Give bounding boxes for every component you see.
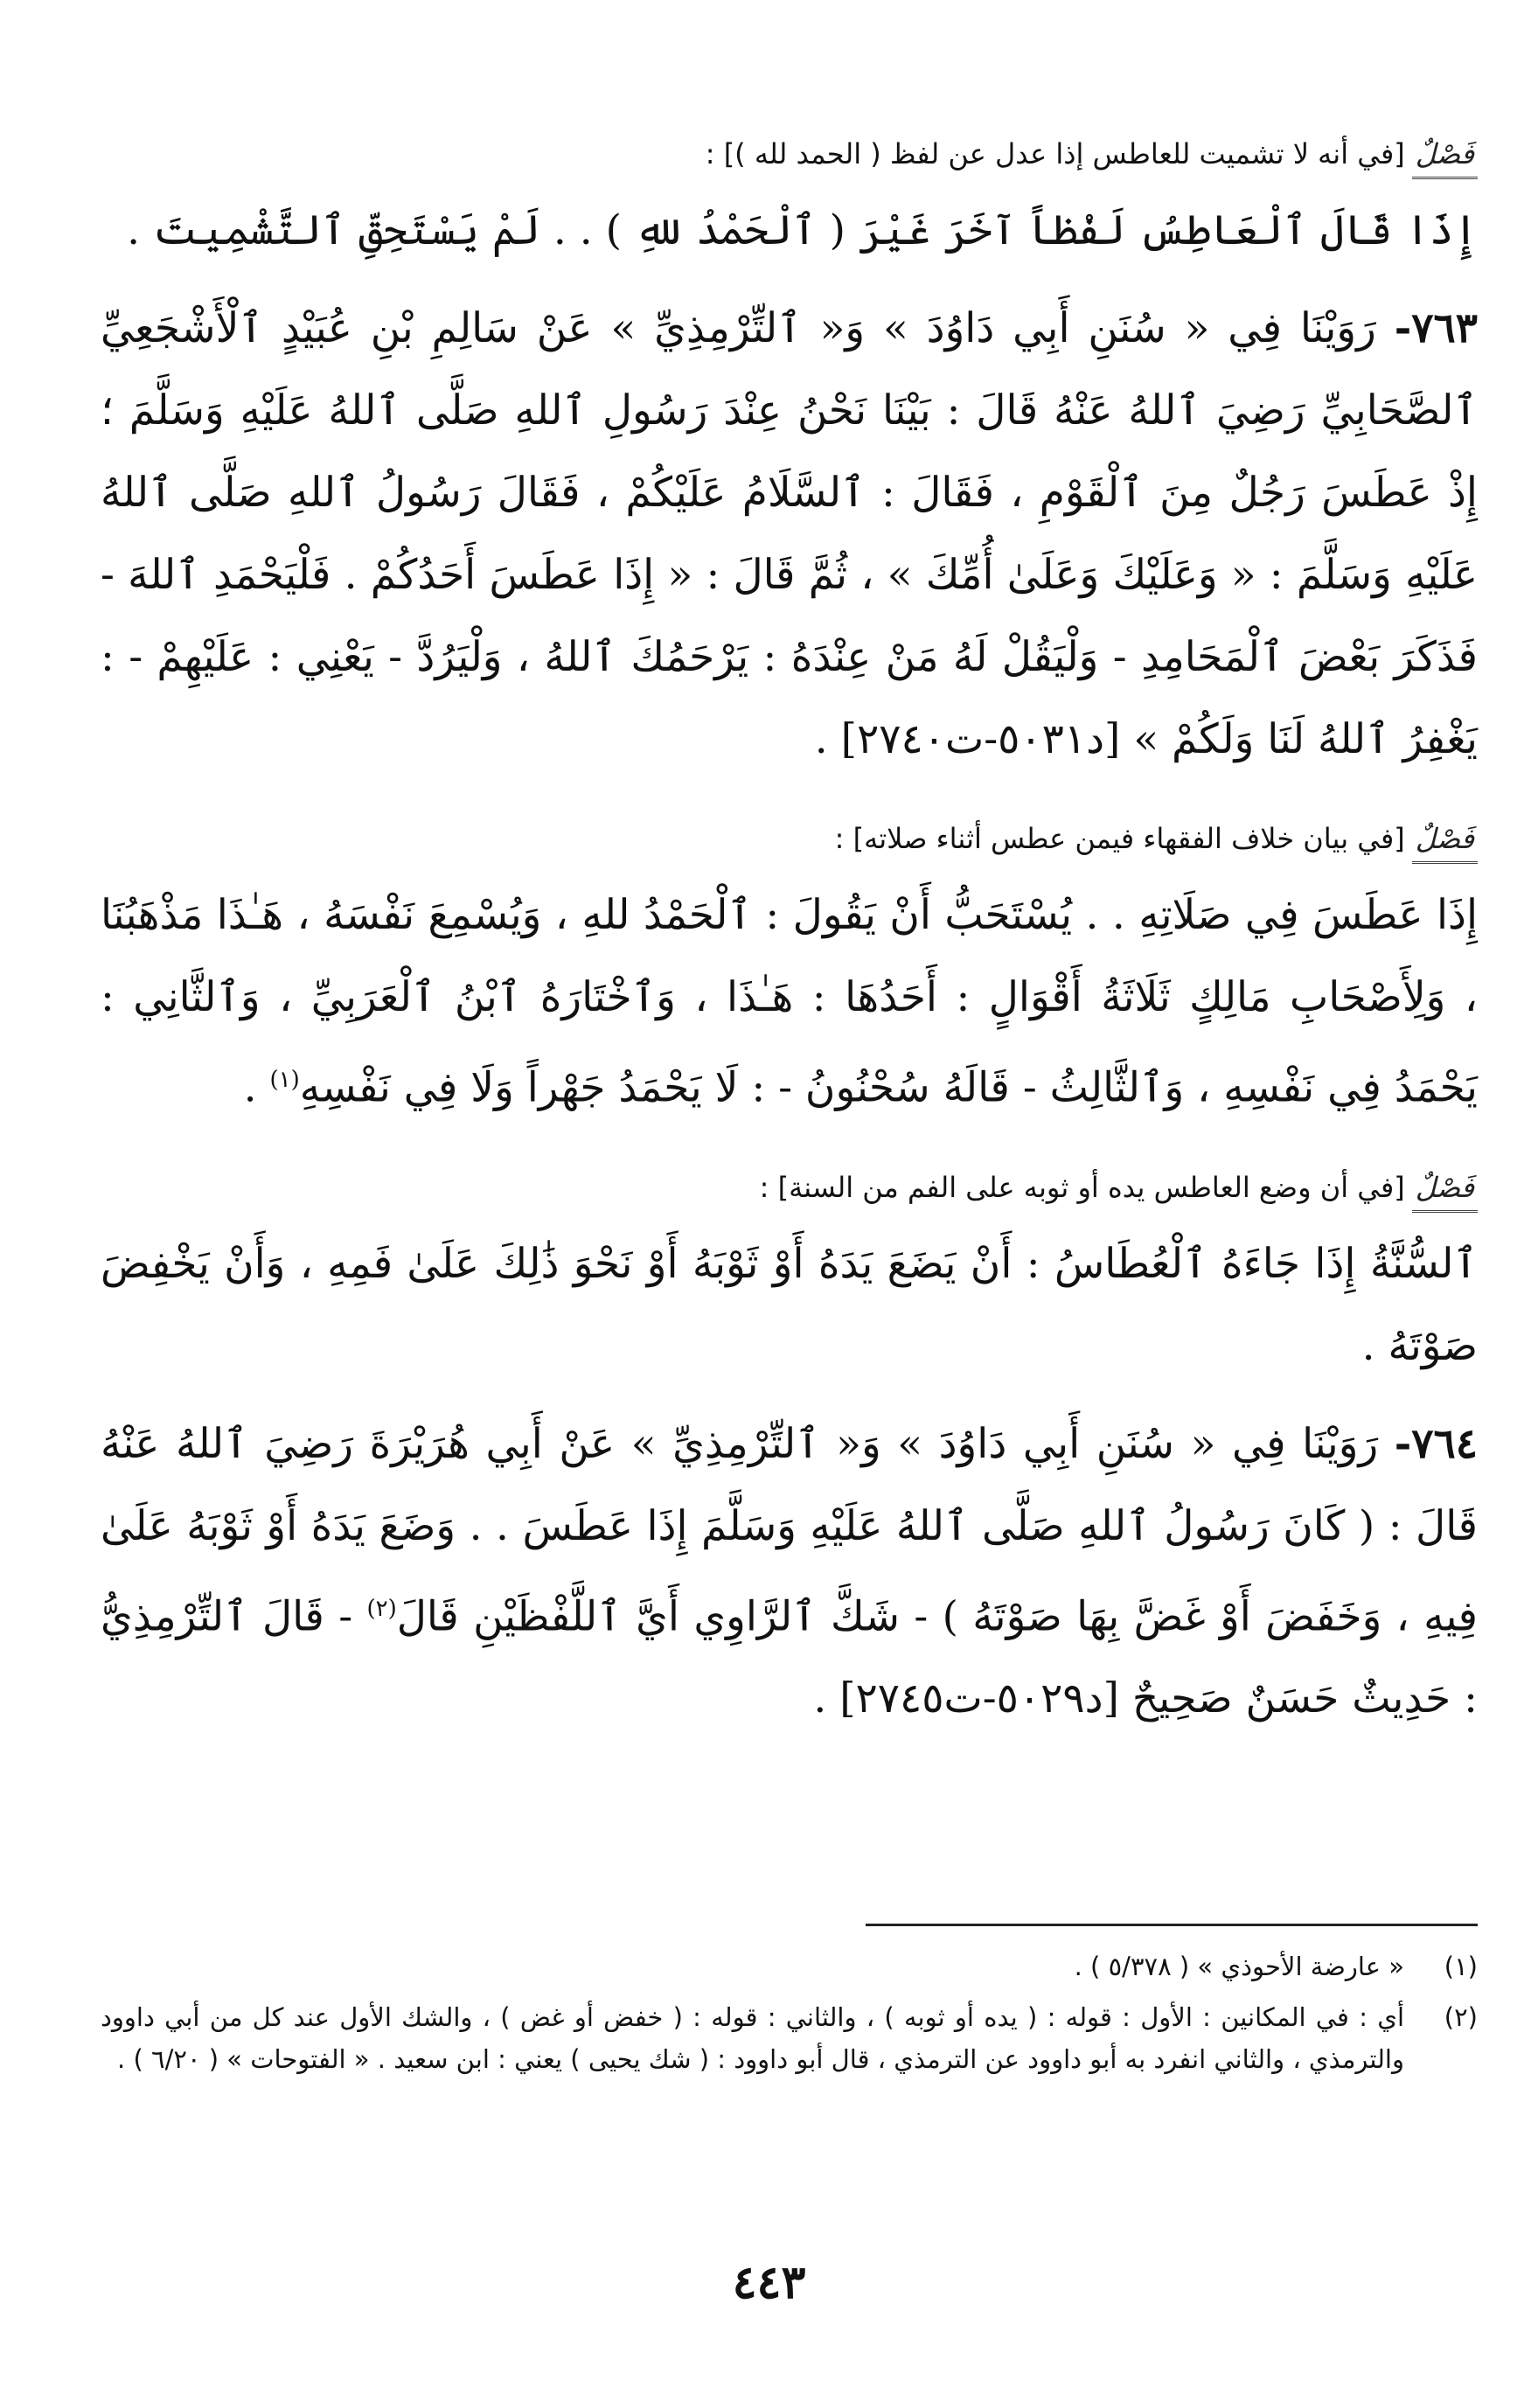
fasl-ornament: فَصْلٌ — [1412, 816, 1478, 864]
hadith-text-end: - قَالَ ٱلتِّرْمِذِيُّ : حَدِيثٌ حَسَنٌ صَحِيحٌ [د٥٠٢٩-ت٢٧٤٥] . — [101, 1592, 1478, 1723]
section-paragraph-1: إِذَا قَالَ ٱلْعَاطِسُ لَفْظاً آخَرَ غَيْرَ ( ٱلْحَمْدُ للهِ ) . . لَمْ يَسْتَحِقِّ ٱلتَّشْمِيتَ . — [127, 206, 1478, 254]
footnote-number: (٢) — [1444, 2002, 1478, 2032]
footnote-item — [101, 1945, 1478, 1987]
section-heading-text: [في أن وضع العاطس يده أو ثوبه على الفم من السنة] : — [759, 1170, 1405, 1204]
section-paragraph-3: ٱلسُّنَّةُ إِذَا جَاءَهُ ٱلْعُطَاسُ : أَنْ يَضَعَ يَدَهُ أَوْ ثَوْبَهُ أَوْ نَحْوَ ذَٰلِكَ عَلَىٰ فَمِهِ ، وَأَنْ يَخْفِضَ صَوْتَهُ . — [101, 1239, 1478, 1370]
paragraph-text: إِذَا عَطَسَ فِي صَلَاتِهِ . . يُسْتَحَبُّ أَنْ يَقُولَ : ٱلْحَمْدُ للهِ ، وَيُسْمِعَ نَفْسَهُ ، هَـٰذَا مَذْهَبُنَا ، وَلِأَصْحَابِ مَالِكٍ ثَلَاثَةُ أَقْوَالٍ : أَحَدُهَا : هَـٰذَا ، وَٱخْتَارَهُ ٱبْنُ ٱلْعَرَبِيِّ ، وَٱلثَّانِي : يَحْمَدُ فِي نَفْسِهِ ، وَٱلثَّالِثُ - قَالَهُ سُحْنُونُ - : لَا يَحْمَدُ جَهْراً وَلَا فِي نَفْسِهِ — [101, 891, 1478, 1112]
footnote-item — [101, 1996, 1478, 2080]
hadith-number: ٧٦٤- — [1394, 1419, 1478, 1468]
footnote-text: أي : في المكانين : الأول : قوله : ( يده أو ثوبه ) ، والثاني : قوله : ( خفض أو غض ) ، والشك الأول عند كل من أبي داوود والترمذي ، والثاني انفرد به أبو داوود عن الترمذي ، قال أبو داوود : ( شك يحيى ) يعني : ابن سعيد . « الفتوحات » ( ٦/٢٠ ) . — [101, 2002, 1404, 2074]
footnotes — [101, 1945, 1478, 2089]
section-paragraph-2 — [101, 874, 1478, 1130]
hadith-text: رَوَيْنَا فِي « سُنَنِ أَبِي دَاوُدَ » وَ« ٱلتِّرْمِذِيِّ » عَنْ أَبِي هُرَيْرَةَ رَضِيَ ٱللهُ عَنْهُ قَالَ : ( كَانَ رَسُولُ ٱللهِ صَلَّى ٱللهُ عَلَيْهِ وَسَلَّمَ إِذَا عَطَسَ . . وَضَعَ يَدَهُ أَوْ ثَوْبَهُ عَلَىٰ فِيهِ ، وَخَفَضَ أَوْ غَضَّ بِهَا صَوْتَهُ ) - شَكَّ ٱلرَّاوِي أَيَّ ٱللَّفْظَيْنِ قَالَ — [101, 1419, 1478, 1641]
section-heading-1 — [101, 131, 1478, 179]
page-number: ٤٤٣ — [732, 2256, 806, 2309]
hadith-number: ٧٦٣- — [1394, 304, 1478, 352]
footnote-ref[interactable]: (٢) — [366, 1595, 397, 1622]
footnote-text: « عارضة الأحوذي » ( ٥/٣٧٨ ) . — [1074, 1952, 1404, 1981]
hadith-763 — [101, 288, 1478, 781]
section-heading-3 — [101, 1165, 1478, 1213]
hadith-764 — [101, 1403, 1478, 1741]
footnote-number: (١) — [1444, 1952, 1478, 1981]
page-body — [101, 131, 1478, 1756]
footnote-ref[interactable]: (١) — [269, 1067, 300, 1093]
footnote-divider — [866, 1924, 1478, 1926]
fasl-ornament: فَصْلٌ — [1412, 1165, 1478, 1213]
section-heading-text: [في أنه لا تشميت للعاطس إذا عدل عن لفظ ( الحمد لله )] : — [705, 137, 1405, 171]
fasl-ornament: فَصْلٌ — [1412, 131, 1478, 179]
hadith-text: رَوَيْنَا فِي « سُنَنِ أَبِي دَاوُدَ » وَ« ٱلتِّرْمِذِيِّ » عَنْ سَالِمِ بْنِ عُبَيْدٍ ٱلْأَشْجَعِيِّ ٱلصَّحَابِيِّ رَضِيَ ٱللهُ عَنْهُ قَالَ : بَيْنَا نَحْنُ عِنْدَ رَسُولِ ٱللهِ صَلَّى ٱللهُ عَلَيْهِ وَسَلَّمَ ؛ إِذْ عَطَسَ رَجُلٌ مِنَ ٱلْقَوْمِ ، فَقَالَ : ٱلسَّلَامُ عَلَيْكُمْ ، فَقَالَ رَسُولُ ٱللهِ صَلَّى ٱللهُ عَلَيْهِ وَسَلَّمَ : « وَعَلَيْكَ وَعَلَىٰ أُمِّكَ » ، ثُمَّ قَالَ : « إِذَا عَطَسَ أَحَدُكُمْ . فَلْيَحْمَدِ ٱللهَ - فَذَكَرَ بَعْضَ ٱلْمَحَامِدِ - وَلْيَقُلْ لَهُ مَنْ عِنْدَهُ : يَرْحَمُكَ ٱللهُ ، وَلْيَرُدَّ - يَعْنِي : عَلَيْهِمْ - : يَغْفِرُ ٱللهُ لَنَا وَلَكُمْ » [د٥٠٣١-ت٢٧٤٠] . — [101, 304, 1478, 763]
paragraph-end: . — [243, 1063, 270, 1112]
section-heading-2 — [101, 816, 1478, 864]
section-heading-text: [في بيان خلاف الفقهاء فيمن عطس أثناء صلاته] : — [834, 822, 1405, 855]
